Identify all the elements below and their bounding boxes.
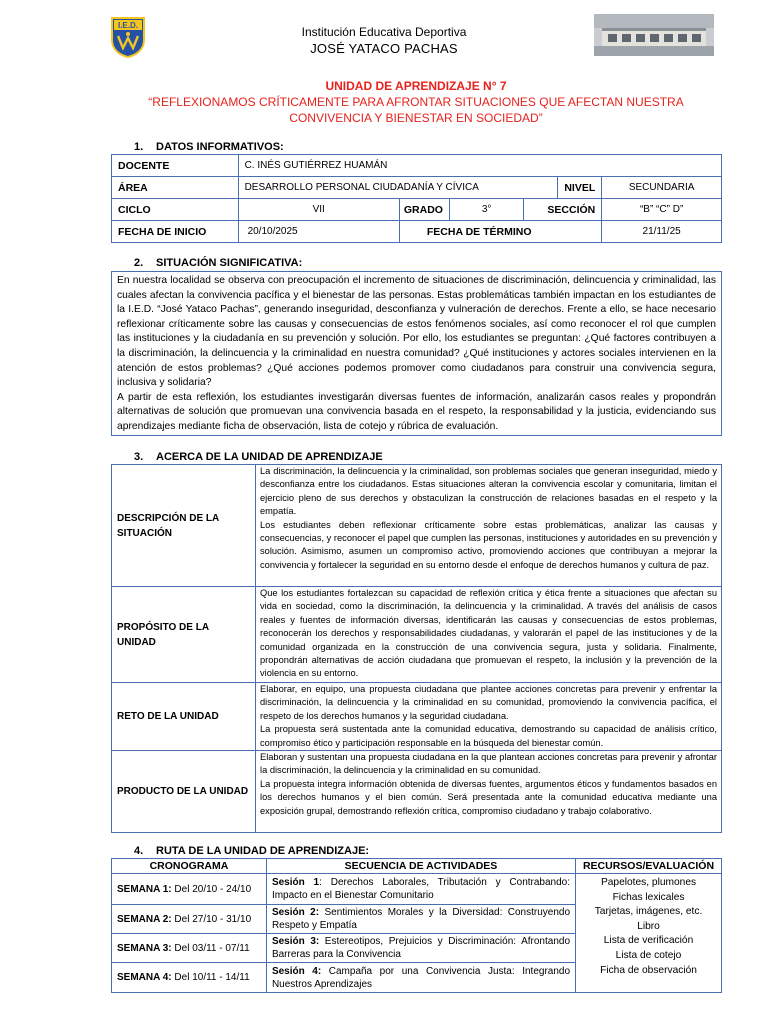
nivel-value: SECUNDARIA [602, 177, 722, 199]
producto-paragraph-1: Elaboran y sustentan una propuesta ciudadana en la que plantean acciones concretas para prevenir y afrontar la discriminación, la delincuencia y la criminalidad en su comunidad. [260, 752, 717, 776]
termino-label: FECHA DE TÉRMINO [399, 221, 601, 243]
resource-item: Libro [637, 920, 660, 932]
grado-value: 3° [481, 204, 492, 215]
document-header [0, 12, 768, 62]
grado-label: GRADO [400, 199, 450, 220]
ciclo-value: VII [238, 199, 399, 221]
table-row [112, 587, 722, 683]
situacion-paragraph-1: En nuestra localidad se observa con preocupación el incremento de situaciones de discriminación, delincuencia y criminalidad, las cuales afectan la convivencia pacífica y el bienestar de las personas. Estas problemáticas también impactan en los estudiantes de la I.E.D. “José Yataco Pachas”, generando inseguridad, desconfianza y vulneración de derechos. Frente a ello, se hace necesario reflexionar críticamente sobre las causas y consecuencias de estos fenómenos sociales, así como reconocer el rol que cumplen las instituciones y la ciudadanía en su prevención y solución. Por ello, los estudiantes se preguntan: ¿Qué factores contribuyen a la discriminación, la delincuencia y la criminalidad en nuestra comunidad? ¿Qué instituciones y actores sociales intervienen en la atención de estos problemas? ¿Qué acciones podemos promover como ciudadanos para construir una convivencia segura, inclusiva y solidaria? [117, 275, 716, 389]
seccion-label: SECCIÓN [524, 199, 602, 221]
week-cell [112, 963, 267, 993]
session-label: Sesión 1 [271, 877, 320, 888]
resource-item: Lista de verificación [603, 935, 694, 947]
week-label: SEMANA 3: [117, 942, 172, 954]
resource-item: Papelotes, plumones [600, 877, 697, 888]
session-label: Sesión 4: [271, 965, 322, 977]
table-row [112, 751, 722, 833]
grado-cell [399, 199, 524, 221]
activity-text: Campaña por una Convivencia Justa: Integrando Nuestros Aprendizajes [271, 965, 571, 990]
resource-item: Lista de cotejo [615, 949, 682, 961]
section-label: RUTA DE LA UNIDAD DE APRENDIZAJE: [156, 845, 370, 857]
docente-value: C. INÉS GUTIÉRREZ HUAMÁN [238, 155, 721, 177]
descripcion-text [256, 465, 722, 587]
table-row [112, 683, 722, 751]
resource-item: Fichas lexicales [612, 891, 685, 903]
week-label: SEMANA 1: [117, 883, 172, 895]
week-cell [112, 874, 267, 905]
activity-cell [266, 874, 575, 905]
docente-label: DOCENTE [112, 155, 239, 177]
activity-text: : Derechos Laborales, Tributación y Contrabando: Impacto en el Bienestar Comunitario [271, 877, 571, 901]
header-recursos: RECURSOS/EVALUACIÓN [576, 859, 722, 874]
section-3-title [134, 451, 383, 463]
unit-number: UNIDAD DE APRENDIZAJE N° 7 [325, 79, 507, 93]
section-label: ACERCA DE LA UNIDAD DE APRENDIZAJE [156, 451, 383, 463]
table-row [112, 465, 722, 587]
ruta-table [111, 858, 722, 993]
week-cell [112, 934, 267, 963]
session-label: Sesión 2: [271, 907, 320, 918]
header-cronograma: CRONOGRAMA [112, 859, 267, 874]
session-label: Sesión 3: [271, 936, 320, 947]
activity-text: Sentimientos Morales y la Diversidad: Construyendo Respeto y Empatía [271, 907, 571, 931]
inicio-label: FECHA DE INICIO [112, 221, 239, 243]
area-value: DESARROLLO PERSONAL CIUDADANÍA Y CÍVICA [238, 177, 558, 199]
week-label: SEMANA 2: [117, 913, 172, 925]
activity-cell [266, 934, 575, 963]
seccion-value: “B” “C” D” [602, 199, 722, 221]
table-row [112, 155, 722, 177]
reto-paragraph-1: Elaborar, en equipo, una propuesta ciudadana que plantee acciones concretas para prevenir y enfrentar la discriminación, la delincuencia y la criminalidad en su comunidad, promoviendo la convivencia pacífica, el respeto de los derechos humanos y la seguridad ciudadana. [260, 684, 717, 721]
unit-title [110, 78, 722, 126]
week-cell [112, 905, 267, 934]
header-secuencia: SECUENCIA DE ACTIVIDADES [266, 859, 575, 874]
area-label: ÁREA [112, 177, 239, 199]
table-header-row [112, 859, 722, 874]
resource-item: Ficha de observación [600, 964, 697, 976]
termino-value: 21/11/25 [602, 221, 722, 243]
logo-text: I.E.D. [117, 21, 139, 30]
week-dates: Del 20/10 - 24/10 [171, 883, 252, 895]
section-number: 2. [134, 257, 144, 269]
table-row [112, 199, 722, 221]
section-1-title [134, 141, 284, 153]
section-4-title [134, 845, 369, 857]
nivel-label: NIVEL [558, 177, 602, 199]
school-building-photo [594, 14, 714, 56]
resource-item: Tarjetas, imágenes, etc. [594, 906, 703, 918]
table-row [112, 874, 722, 905]
proposito-text: Que los estudiantes fortalezcan su capacidad de reflexión crítica y ética frente a situaciones que afectan su vida en sociedad, como la discriminación, la delincuencia y la criminalidad. A través del análisis de casos reales y fuentes de información diversas, identificarán las causas y consecuencias de estos problemas, reconocerán los derechos y responsabilidades ciudadanas, y valorarán el papel de las instituciones y de la comunidad organizada en la construcción de una convivencia segura, justa y solidaria. Finalmente, propondrán alternativas de acción ciudadana que promuevan el respeto, la inclusión y la prevención de la violencia en su entorno. [256, 587, 722, 683]
descripcion-label: DESCRIPCIÓN DE LA SITUACIÓN [112, 465, 256, 587]
school-line-2: JOSÉ YATACO PACHAS [310, 41, 458, 56]
situacion-paragraph-2: A partir de esta reflexión, los estudiantes investigarán diversas fuentes de información, analizarán casos reales y propondrán alternativas de solución que promuevan una convivencia basada en el respeto, la responsabilidad y la justicia, evidenciando sus aprendizajes mediante ficha de observación, lista de cotejo y rúbrica de evaluación. [117, 391, 716, 432]
ciclo-label: CICLO [112, 199, 239, 221]
week-dates: Del 03/11 - 07/11 [171, 942, 250, 954]
week-dates: Del 10/11 - 14/11 [171, 972, 250, 983]
proposito-label: PROPÓSITO DE LA UNIDAD [112, 587, 256, 683]
table-row [112, 177, 722, 199]
producto-paragraph-2: La propuesta integra información obtenida de diversas fuentes, argumentos éticos y fundamentos basados en los derechos humanos y el bien común. Será presentada ante la comunidad educativa mediante una exposición grupal, demostrando reflexión crítica, compromiso ciudadano y trabajo colaborativo. [260, 778, 717, 816]
resources-cell [576, 874, 722, 993]
descripcion-paragraph-1: La discriminación, la delincuencia y la criminalidad, son problemas sociales que generan inseguridad, miedo y desconfianza entre los ciudadanos. Estas situaciones alteran la convivencia escolar y comunitaria, limitan el ejercicio pleno de sus derechos y obstaculizan la construcción de relaciones basadas en el respeto y la empatía. [260, 466, 717, 517]
activity-cell [266, 905, 575, 934]
table-row [112, 221, 722, 243]
reto-text [256, 683, 722, 751]
unit-name: “REFLEXIONAMOS CRÍTICAMENTE PARA AFRONTAR SITUACIONES QUE AFECTAN NUESTRA CONVIVENCIA Y BIENESTAR EN SOCIEDAD” [148, 95, 684, 125]
activity-text: Estereotipos, Prejuicios y Discriminación: Afrontando Barreras para la Convivencia [271, 936, 571, 960]
school-line-1: Institución Educativa Deportiva [301, 25, 467, 39]
activity-cell [266, 963, 575, 993]
producto-text [256, 751, 722, 833]
producto-label: PRODUCTO DE LA UNIDAD [112, 751, 256, 833]
info-table [111, 154, 722, 243]
reto-paragraph-2: La propuesta será sustentada ante la comunidad educativa, demostrando su capacidad de análisis crítico, compromiso ético y participación responsable en la búsqueda del bienestar común. [260, 724, 717, 748]
inicio-value: 20/10/2025 [238, 221, 399, 243]
section-number: 1. [134, 141, 144, 153]
descripcion-paragraph-2: Los estudiantes deben reflexionar críticamente sobre estas problemáticas, analizar las causas y consecuencias, y reconocer el papel que cumplen las personas, instituciones y autoridades en su prevención y solución. Asimismo, asumen un compromiso activo, promoviendo acciones que contribuyan a mejorar la convivencia y fortalecer la seguridad en su entorno desde el enfoque de derechos humanos y cultura de paz. [260, 519, 717, 570]
situacion-significativa [111, 271, 722, 436]
week-label: SEMANA 4: [117, 972, 172, 983]
week-dates: Del 27/10 - 31/10 [171, 913, 252, 925]
section-number: 4. [134, 845, 144, 857]
section-number: 3. [134, 451, 144, 463]
section-2-title [134, 257, 302, 269]
section-label: SITUACIÓN SIGNIFICATIVA: [156, 257, 303, 269]
unidad-table [111, 464, 722, 833]
section-label: DATOS INFORMATIVOS: [156, 141, 284, 153]
reto-label: RETO DE LA UNIDAD [112, 683, 256, 751]
